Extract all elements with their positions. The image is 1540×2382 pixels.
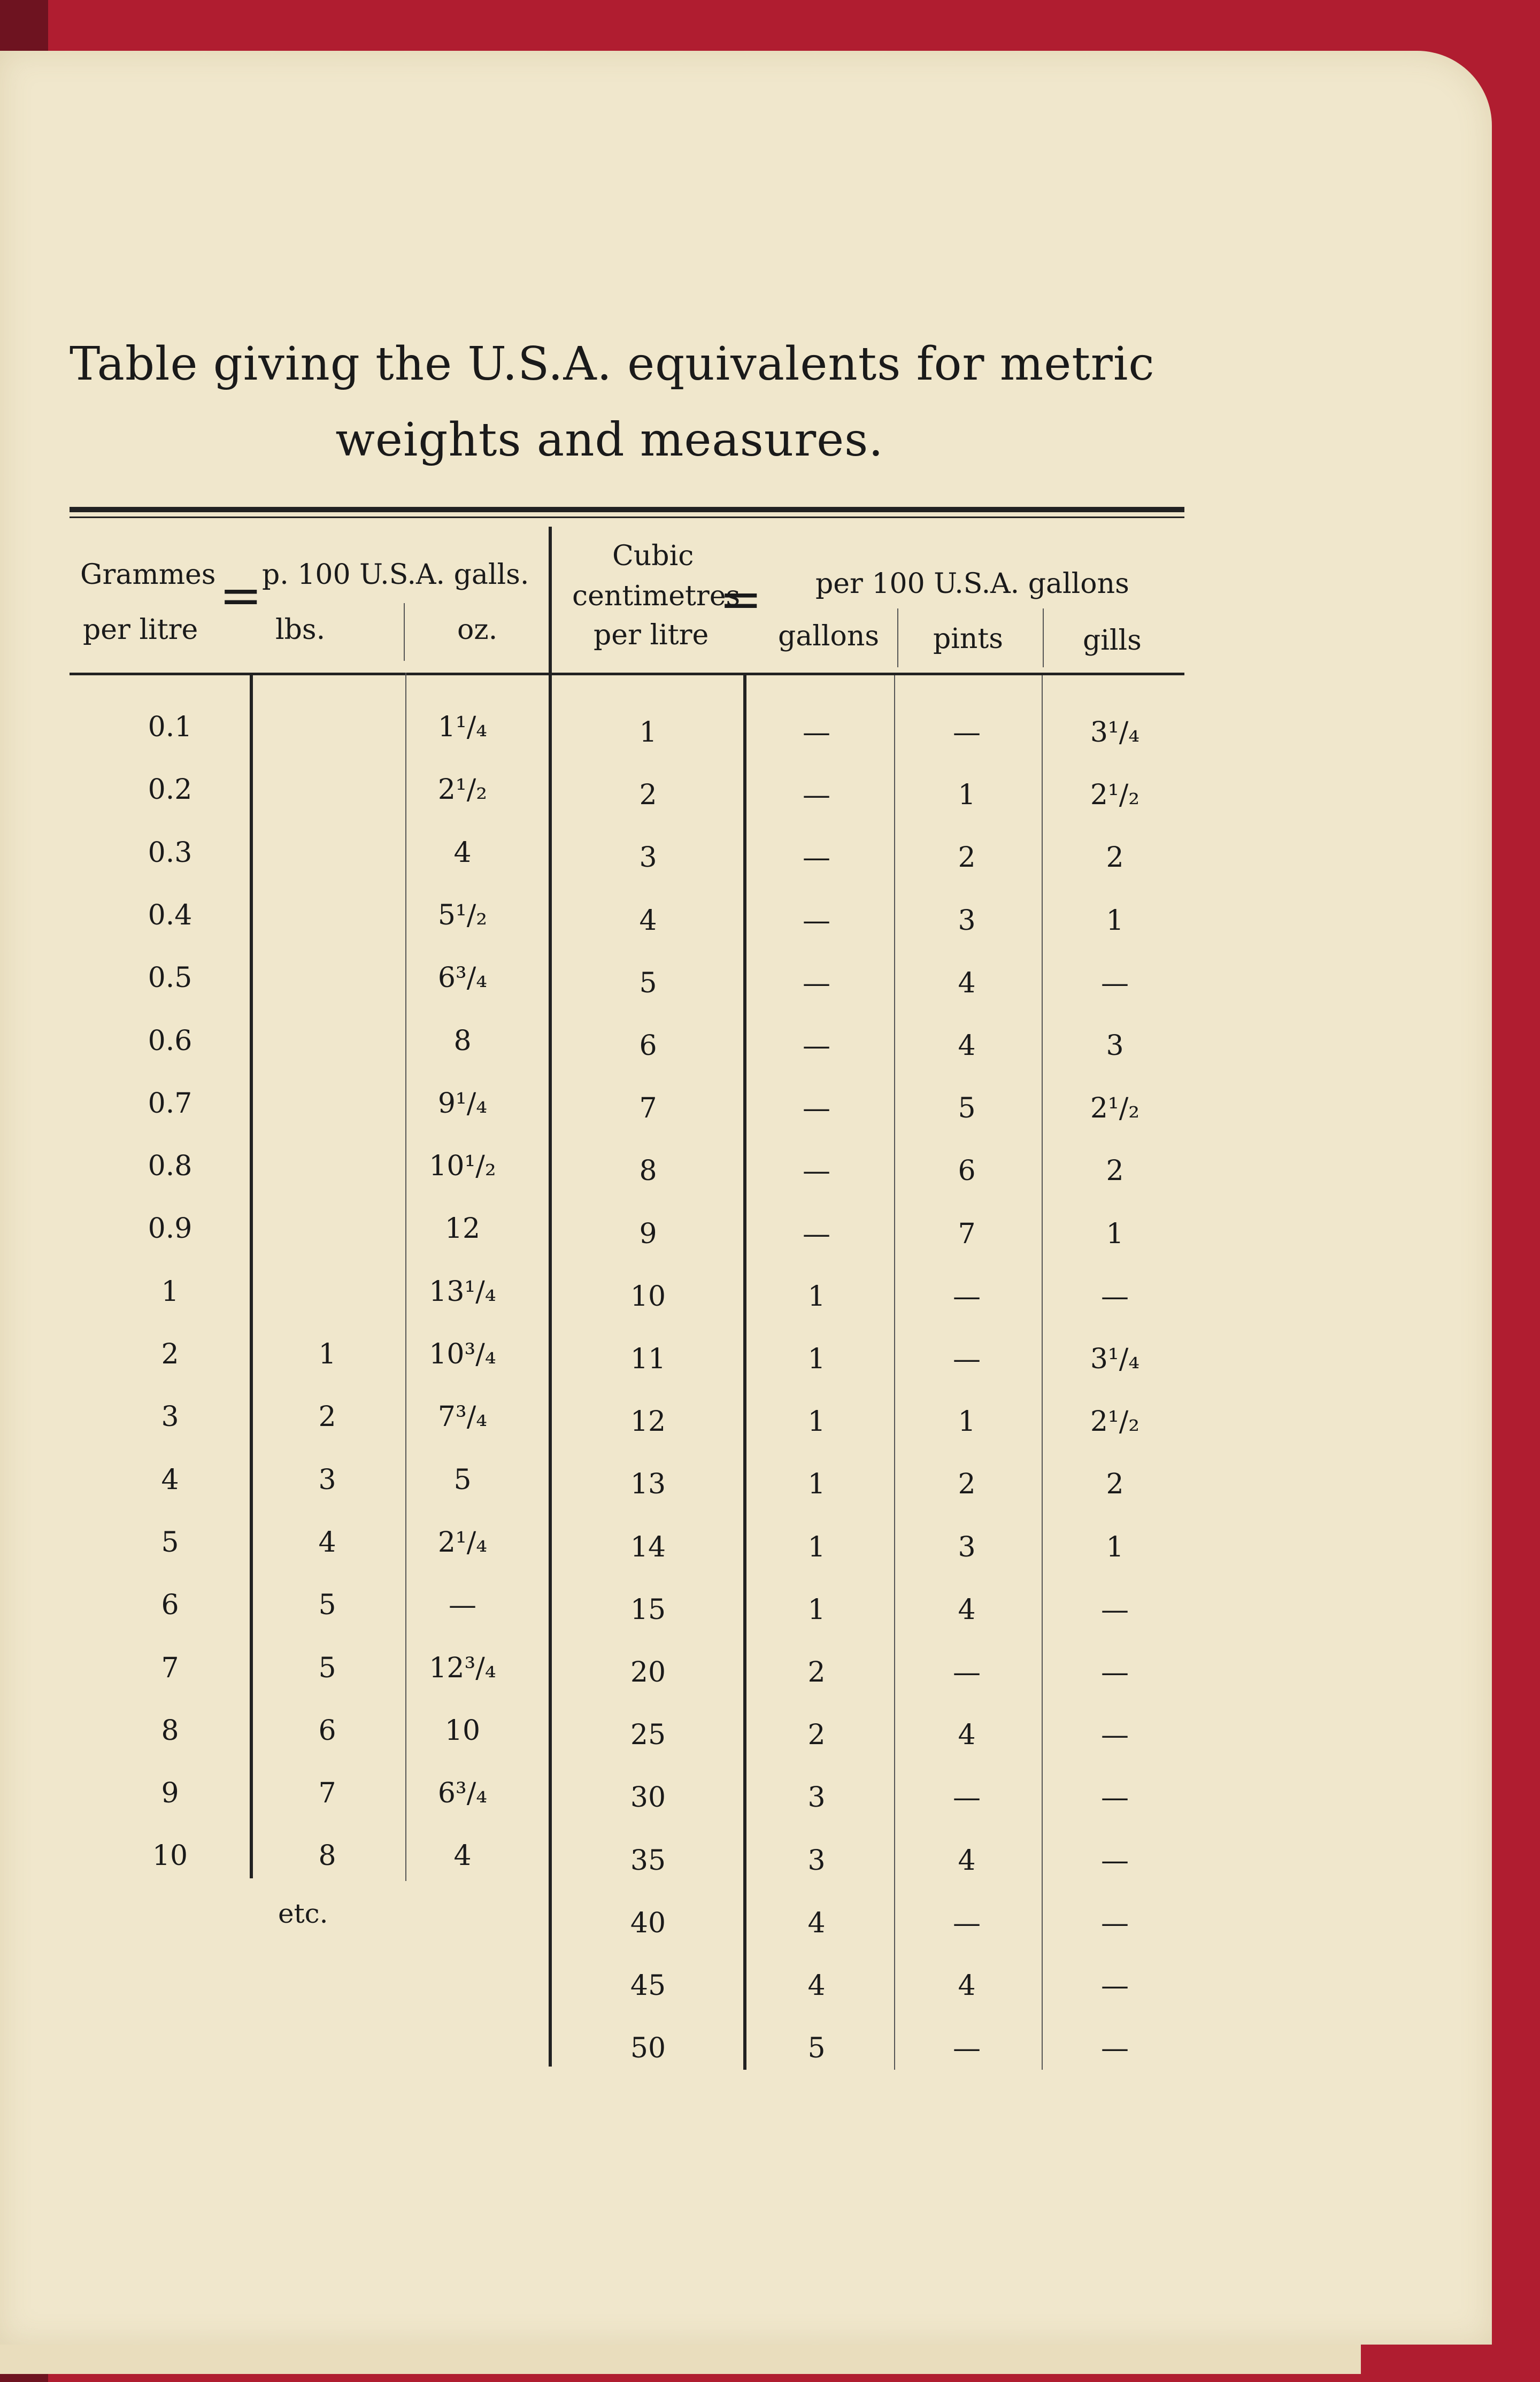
header-grammes-per-litre: per litre <box>83 614 198 646</box>
pints-cell: — <box>953 716 981 749</box>
header-oz: oz. <box>457 614 498 646</box>
header-bottom-rule <box>70 673 1184 675</box>
gills-cell: — <box>1101 1594 1129 1626</box>
gallons-cell: 1 <box>807 1406 826 1438</box>
grammes-cell: 4 <box>161 1464 179 1496</box>
pints-cell: 6 <box>958 1155 976 1187</box>
gallons-cell: 3 <box>807 1845 826 1877</box>
gills-cell: 2¹/₂ <box>1090 1092 1140 1124</box>
oz-cell: 8 <box>453 1025 472 1057</box>
cc-cell: 40 <box>630 1907 666 1939</box>
gallons-cell: 1 <box>807 1343 826 1375</box>
gills-cell: — <box>1101 1719 1129 1751</box>
title-line-2: weights and measures. <box>335 413 884 467</box>
pints-cell: — <box>953 1782 981 1814</box>
grammes-cell: 1 <box>161 1276 179 1308</box>
divider-gallons-pints-header <box>897 608 898 667</box>
cc-cell: 4 <box>639 905 657 937</box>
lbs-cell: 2 <box>318 1401 336 1433</box>
pints-cell: 4 <box>958 967 976 999</box>
grammes-cell: 2 <box>161 1338 179 1370</box>
pints-cell: — <box>953 2032 981 2064</box>
cc-cell: 15 <box>630 1594 666 1626</box>
lbs-cell: 7 <box>318 1777 336 1809</box>
cc-cell: 7 <box>639 1092 657 1124</box>
header-cubic: Cubic <box>612 540 694 572</box>
pints-cell: 4 <box>958 1030 976 1062</box>
grammes-cell: 5 <box>161 1527 179 1559</box>
oz-cell: 10¹/₂ <box>429 1150 496 1182</box>
grammes-cell: 7 <box>161 1652 179 1684</box>
gallons-cell: 4 <box>807 1970 826 2002</box>
cc-cell: 3 <box>639 842 657 874</box>
grammes-cell: 9 <box>161 1777 179 1809</box>
divider-center <box>549 527 552 2067</box>
pints-cell: 4 <box>958 1719 976 1751</box>
gallons-cell: — <box>803 1030 830 1062</box>
lbs-cell: 1 <box>318 1338 336 1370</box>
cc-cell: 30 <box>630 1782 666 1814</box>
pints-cell: 1 <box>958 1406 976 1438</box>
gallons-cell: 1 <box>807 1468 826 1500</box>
cc-cell: 8 <box>639 1155 657 1187</box>
gallons-cell: 1 <box>807 1531 826 1563</box>
header-gills: gills <box>1083 625 1142 657</box>
grammes-cell: 3 <box>161 1401 179 1433</box>
divider-cc-gallons <box>743 675 746 2070</box>
gallons-cell: 4 <box>807 1907 826 1939</box>
grammes-cell: 10 <box>152 1840 188 1872</box>
grammes-cell: 0.6 <box>148 1025 192 1057</box>
divider-gallons-pints <box>894 675 895 2070</box>
gallons-cell: 2 <box>807 1719 826 1751</box>
etc-label: etc. <box>278 1898 328 1929</box>
grammes-cell: 0.9 <box>148 1213 192 1245</box>
gallons-cell: — <box>803 716 830 749</box>
lbs-cell: 5 <box>318 1652 336 1684</box>
pints-cell: 1 <box>958 779 976 811</box>
pints-cell: 3 <box>958 905 976 937</box>
divider-lbs-oz-header <box>404 603 405 661</box>
title-line-1: Table giving the U.S.A. equivalents for metric <box>70 337 1155 391</box>
header-pints: pints <box>933 623 1003 655</box>
oz-cell: 6³/₄ <box>437 1777 488 1809</box>
gills-cell: 3¹/₄ <box>1090 716 1140 749</box>
header-cc-per-litre: per litre <box>594 619 709 651</box>
pints-cell: — <box>953 1907 981 1939</box>
cc-cell: 12 <box>630 1406 666 1438</box>
cc-cell: 45 <box>630 1970 666 2002</box>
oz-cell: 10³/₄ <box>429 1338 496 1370</box>
header-per100-galls: p. 100 U.S.A. galls. <box>262 559 529 591</box>
gallons-cell: — <box>803 967 830 999</box>
pints-cell: — <box>953 1343 981 1375</box>
cc-cell: 10 <box>630 1281 666 1313</box>
gills-cell: — <box>1101 1782 1129 1814</box>
top-rule-thick <box>70 507 1184 512</box>
gallons-cell: 3 <box>807 1782 826 1814</box>
gills-cell: 1 <box>1106 1218 1124 1250</box>
oz-cell: 6³/₄ <box>437 962 488 994</box>
cc-cell: 14 <box>630 1531 666 1563</box>
lbs-cell: 6 <box>318 1715 336 1747</box>
cc-cell: 50 <box>630 2032 666 2064</box>
cc-cell: 5 <box>639 967 657 999</box>
grammes-cell: 0.5 <box>148 962 192 994</box>
pints-cell: 3 <box>958 1531 976 1563</box>
oz-cell: 7³/₄ <box>437 1401 488 1433</box>
oz-cell: 13¹/₄ <box>429 1276 496 1308</box>
gills-cell: 2 <box>1106 842 1124 874</box>
gallons-cell: — <box>803 1092 830 1124</box>
oz-cell: 9¹/₄ <box>437 1088 488 1120</box>
oz-cell: 2¹/₄ <box>437 1527 488 1559</box>
divider-pints-gills <box>1042 675 1043 2070</box>
cc-cell: 9 <box>639 1218 657 1250</box>
header-centimetres: centimetres <box>572 580 741 612</box>
grammes-cell: 0.3 <box>148 837 192 869</box>
oz-cell: 1¹/₄ <box>437 711 488 743</box>
gills-cell: 2 <box>1106 1468 1124 1500</box>
gallons-cell: 1 <box>807 1281 826 1313</box>
pints-cell: — <box>953 1281 981 1313</box>
header-grammes: Grammes <box>80 559 216 591</box>
oz-cell: 5 <box>453 1464 472 1496</box>
oz-cell: — <box>449 1589 476 1621</box>
pints-cell: 2 <box>958 1468 976 1500</box>
gills-cell: 3 <box>1106 1030 1124 1062</box>
lbs-cell: 4 <box>318 1527 336 1559</box>
pints-cell: 7 <box>958 1218 976 1250</box>
grammes-cell: 0.7 <box>148 1088 192 1120</box>
oz-cell: 12 <box>444 1213 481 1245</box>
gills-cell: 2 <box>1106 1155 1124 1187</box>
cc-cell: 2 <box>639 779 657 811</box>
pints-cell: 4 <box>958 1845 976 1877</box>
divider-pints-gills-header <box>1043 608 1044 667</box>
gallons-cell: — <box>803 842 830 874</box>
pints-cell: 4 <box>958 1970 976 2002</box>
equals-sign-left: = <box>219 566 263 626</box>
gills-cell: 3¹/₄ <box>1090 1343 1140 1375</box>
equals-sign-right: = <box>719 569 763 629</box>
grammes-cell: 0.2 <box>148 774 192 806</box>
cc-cell: 11 <box>630 1343 666 1375</box>
cc-cell: 35 <box>630 1845 666 1877</box>
gallons-cell: — <box>803 1155 830 1187</box>
gills-cell: 1 <box>1106 905 1124 937</box>
oz-cell: 4 <box>453 1840 472 1872</box>
pints-cell: 2 <box>958 842 976 874</box>
page-title <box>70 326 1155 478</box>
gills-cell: — <box>1101 967 1129 999</box>
cc-cell: 25 <box>630 1719 666 1751</box>
top-rule-thin <box>70 517 1184 518</box>
gallons-cell: — <box>803 1218 830 1250</box>
cc-cell: 1 <box>639 716 657 749</box>
oz-cell: 12³/₄ <box>429 1652 496 1684</box>
cc-cell: 13 <box>630 1468 666 1500</box>
lbs-cell: 5 <box>318 1589 336 1621</box>
grammes-cell: 0.1 <box>148 711 192 743</box>
oz-cell: 10 <box>444 1715 481 1747</box>
grammes-cell: 8 <box>161 1715 179 1747</box>
pints-cell: — <box>953 1656 981 1689</box>
lbs-cell: 3 <box>318 1464 336 1496</box>
oz-cell: 2¹/₂ <box>437 774 488 806</box>
gills-cell: — <box>1101 1907 1129 1939</box>
oz-cell: 4 <box>453 837 472 869</box>
gallons-cell: 5 <box>807 2032 826 2064</box>
gallons-cell: 1 <box>807 1594 826 1626</box>
gills-cell: — <box>1101 1656 1129 1689</box>
gills-cell: — <box>1101 1970 1129 2002</box>
pints-cell: 4 <box>958 1594 976 1626</box>
cc-cell: 20 <box>630 1656 666 1689</box>
pints-cell: 5 <box>958 1092 976 1124</box>
gills-cell: — <box>1101 1281 1129 1313</box>
gills-cell: 1 <box>1106 1531 1124 1563</box>
gills-cell: — <box>1101 2032 1129 2064</box>
gills-cell: 2¹/₂ <box>1090 779 1140 811</box>
gallons-cell: — <box>803 779 830 811</box>
gills-cell: — <box>1101 1845 1129 1877</box>
header-gallons: gallons <box>778 620 880 652</box>
gills-cell: 2¹/₂ <box>1090 1406 1140 1438</box>
grammes-cell: 0.4 <box>148 899 192 931</box>
gallons-cell: 2 <box>807 1656 826 1689</box>
header-lbs: lbs. <box>275 614 326 646</box>
grammes-cell: 0.8 <box>148 1150 192 1182</box>
cc-cell: 6 <box>639 1030 657 1062</box>
gallons-cell: — <box>803 905 830 937</box>
oz-cell: 5¹/₂ <box>437 899 488 931</box>
grammes-cell: 6 <box>161 1589 179 1621</box>
header-per100-gallons: per 100 U.S.A. gallons <box>815 568 1129 600</box>
lbs-cell: 8 <box>318 1840 336 1872</box>
